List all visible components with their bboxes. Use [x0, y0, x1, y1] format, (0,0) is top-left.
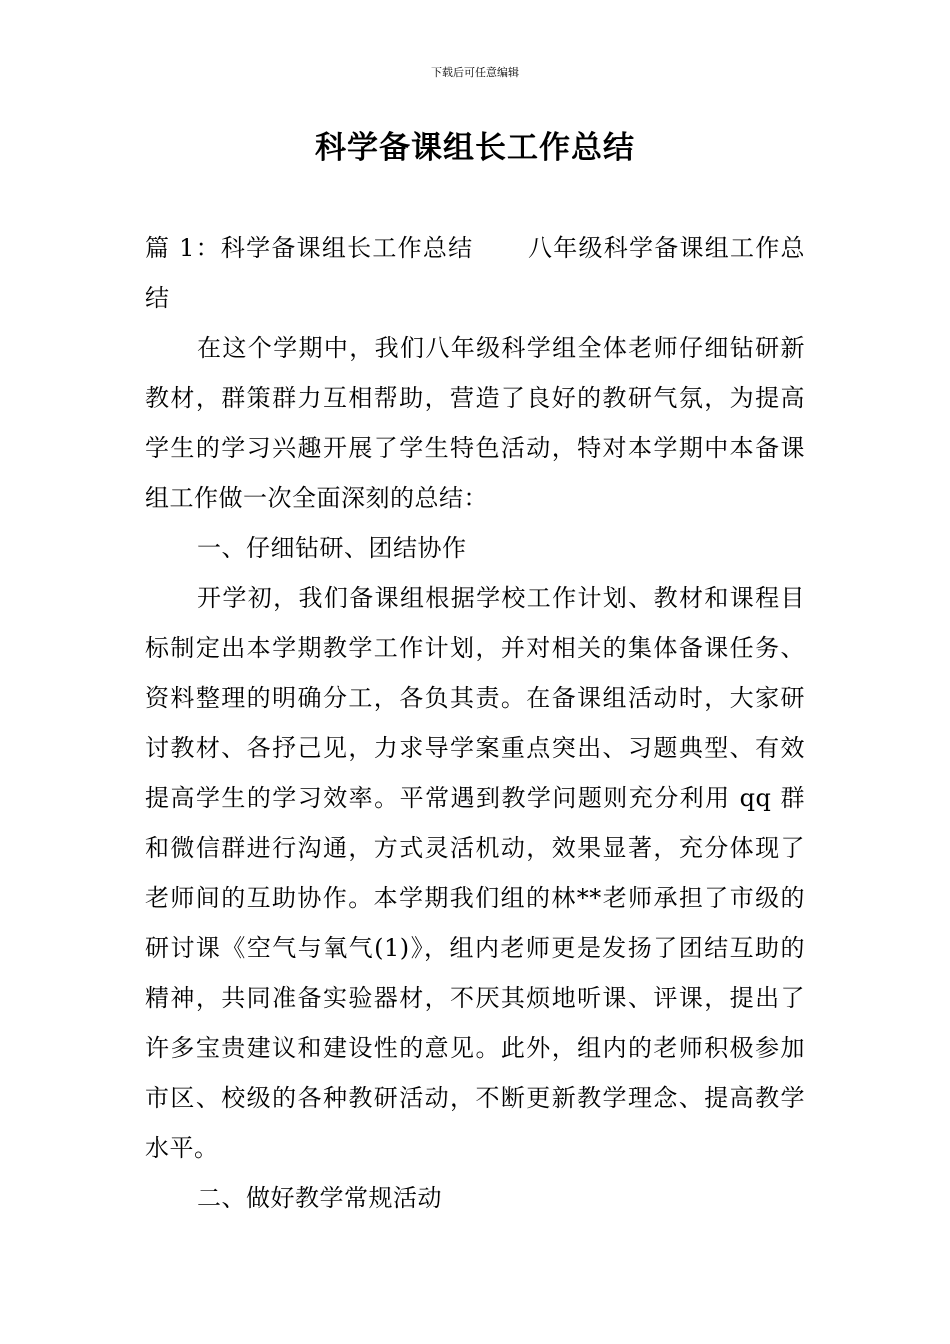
document-body [145, 223, 805, 1223]
section-heading-1: 一、仔细钻研、团结协作 [197, 534, 467, 562]
article-title [145, 223, 805, 323]
article-title-part2: 八年级科学备课组工作总结 [145, 234, 805, 312]
header-note: 下载后可任意编辑 [431, 66, 519, 79]
intro-paragraph: 在这个学期中，我们八年级科学组全体老师仔细钻研新教材，群策群力互相帮助，营造了良好的教研气氛，为提高学生的学习兴趣开展了学生特色活动，特对本学期中本备课组工作做一次全面深刻的总结： [145, 334, 805, 512]
section-1-paragraph: 开学初，我们备课组根据学校工作计划、教材和课程目标制定出本学期教学工作计划，并对相关的集体备课任务、资料整理的明确分工，各负其责。在备课组活动时，大家研讨教材、各抒己见，力求导学案重点突出、习题典型、有效提高学生的学习效率。平常遇到教学问题则充分利用 qq 群和微信群进行沟通，方式灵活机动，效果显著，充分体现了老师间的互助协作。本学期我们组的林**老师承担了市级的研讨课《空气与氧气(1)》，组内老师更是发扬了团结互助的精神，共同准备实验器材，不厌其烦地听课、评课，提出了许多宝贵建议和建设性的意见。此外，组内的老师积极参加市区、校级的各种教研活动，不断更新教学理念、提高教学水平。 [145, 584, 805, 1162]
article-title-part1: 篇 1：科学备课组长工作总结 [145, 234, 474, 262]
document-title: 科学备课组长工作总结 [315, 130, 635, 166]
section-heading-2: 二、做好教学常规活动 [197, 1184, 442, 1212]
